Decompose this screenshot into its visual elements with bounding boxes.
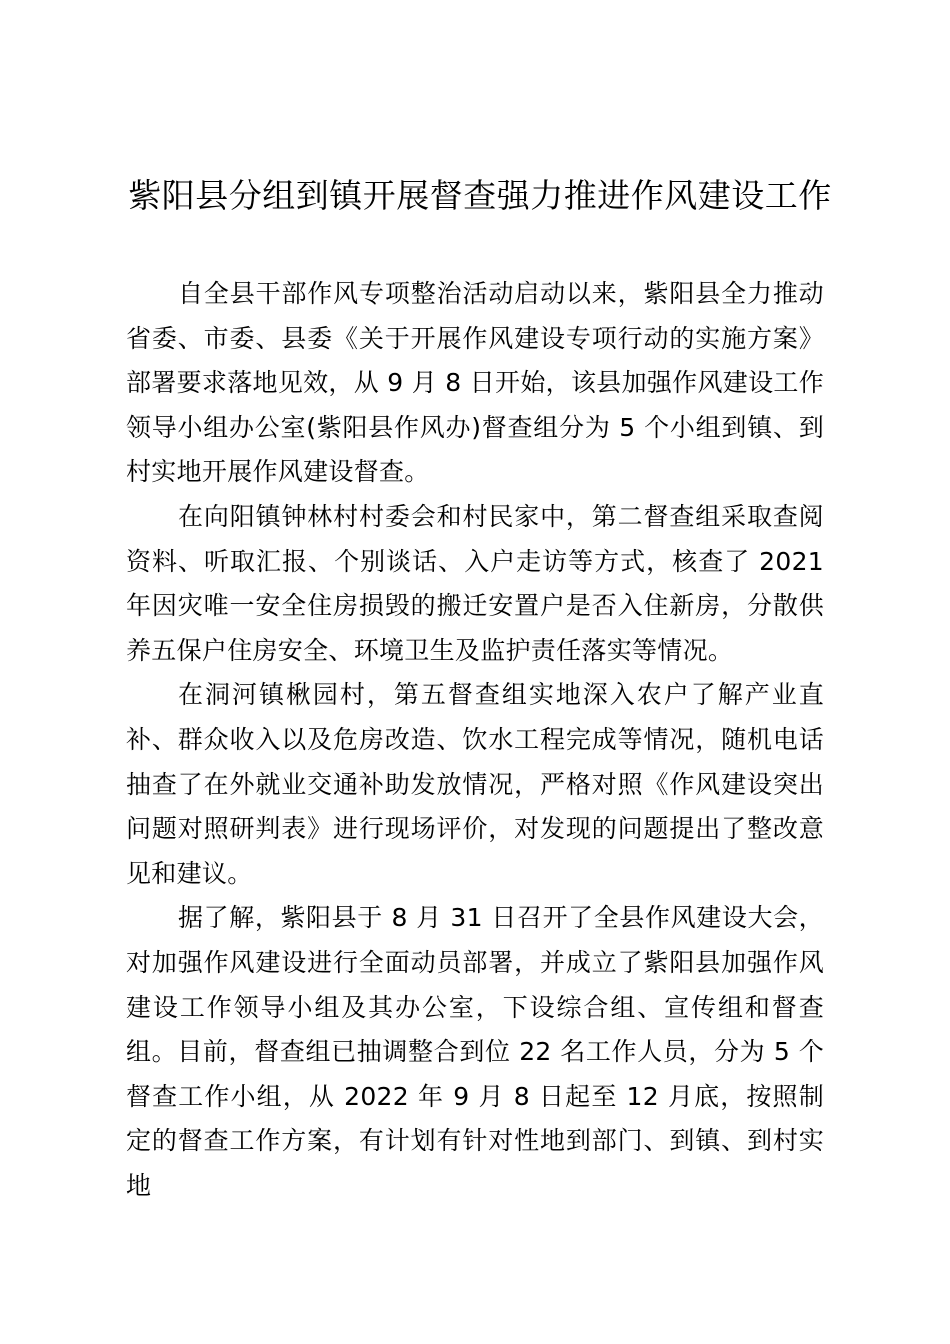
document-body [126, 272, 824, 1208]
paragraph-1: 自全县干部作风专项整治活动启动以来，紫阳县全力推动省委、市委、县委《关于开展作风建设专项行动的实施方案》部署要求落地见效，从 9 月 8 日开始，该县加强作风建设工作领导小组办公室(紫阳县作风办)督查组分为 5 个小组到镇、到村实地开展作风建设督查。 [126, 279, 824, 487]
document-title: 紫阳县分组到镇开展督查强力推进作风建设工作 [128, 176, 832, 215]
paragraph-3: 在洞河镇楸园村，第五督查组实地深入农户了解产业直补、群众收入以及危房改造、饮水工程完成等情况，随机电话抽查了在外就业交通补助发放情况，严格对照《作风建设突出问题对照研判表》进行现场评价，对发现的问题提出了整改意见和建议。 [126, 680, 824, 888]
paragraph-4: 据了解，紫阳县于 8 月 31 日召开了全县作风建设大会，对加强作风建设进行全面动员部署，并成立了紫阳县加强作风建设工作领导小组及其办公室，下设综合组、宣传组和督查组。目前，督查组已抽调整合到位 22 名工作人员，分为 5 个督查工作小组，从 2022 年 9 月 8 日起至 12 月底，按照制定的督查工作方案，有计划有针对性地到部门、到镇、到村实地 [126, 903, 824, 1200]
paragraph-2: 在向阳镇钟林村村委会和村民家中，第二督查组采取查阅资料、听取汇报、个别谈话、入户走访等方式，核查了 2021 年因灾唯一安全住房损毁的搬迁安置户是否入住新房，分散供养五保户住房安全、环境卫生及监护责任落实等情况。 [126, 501, 824, 665]
